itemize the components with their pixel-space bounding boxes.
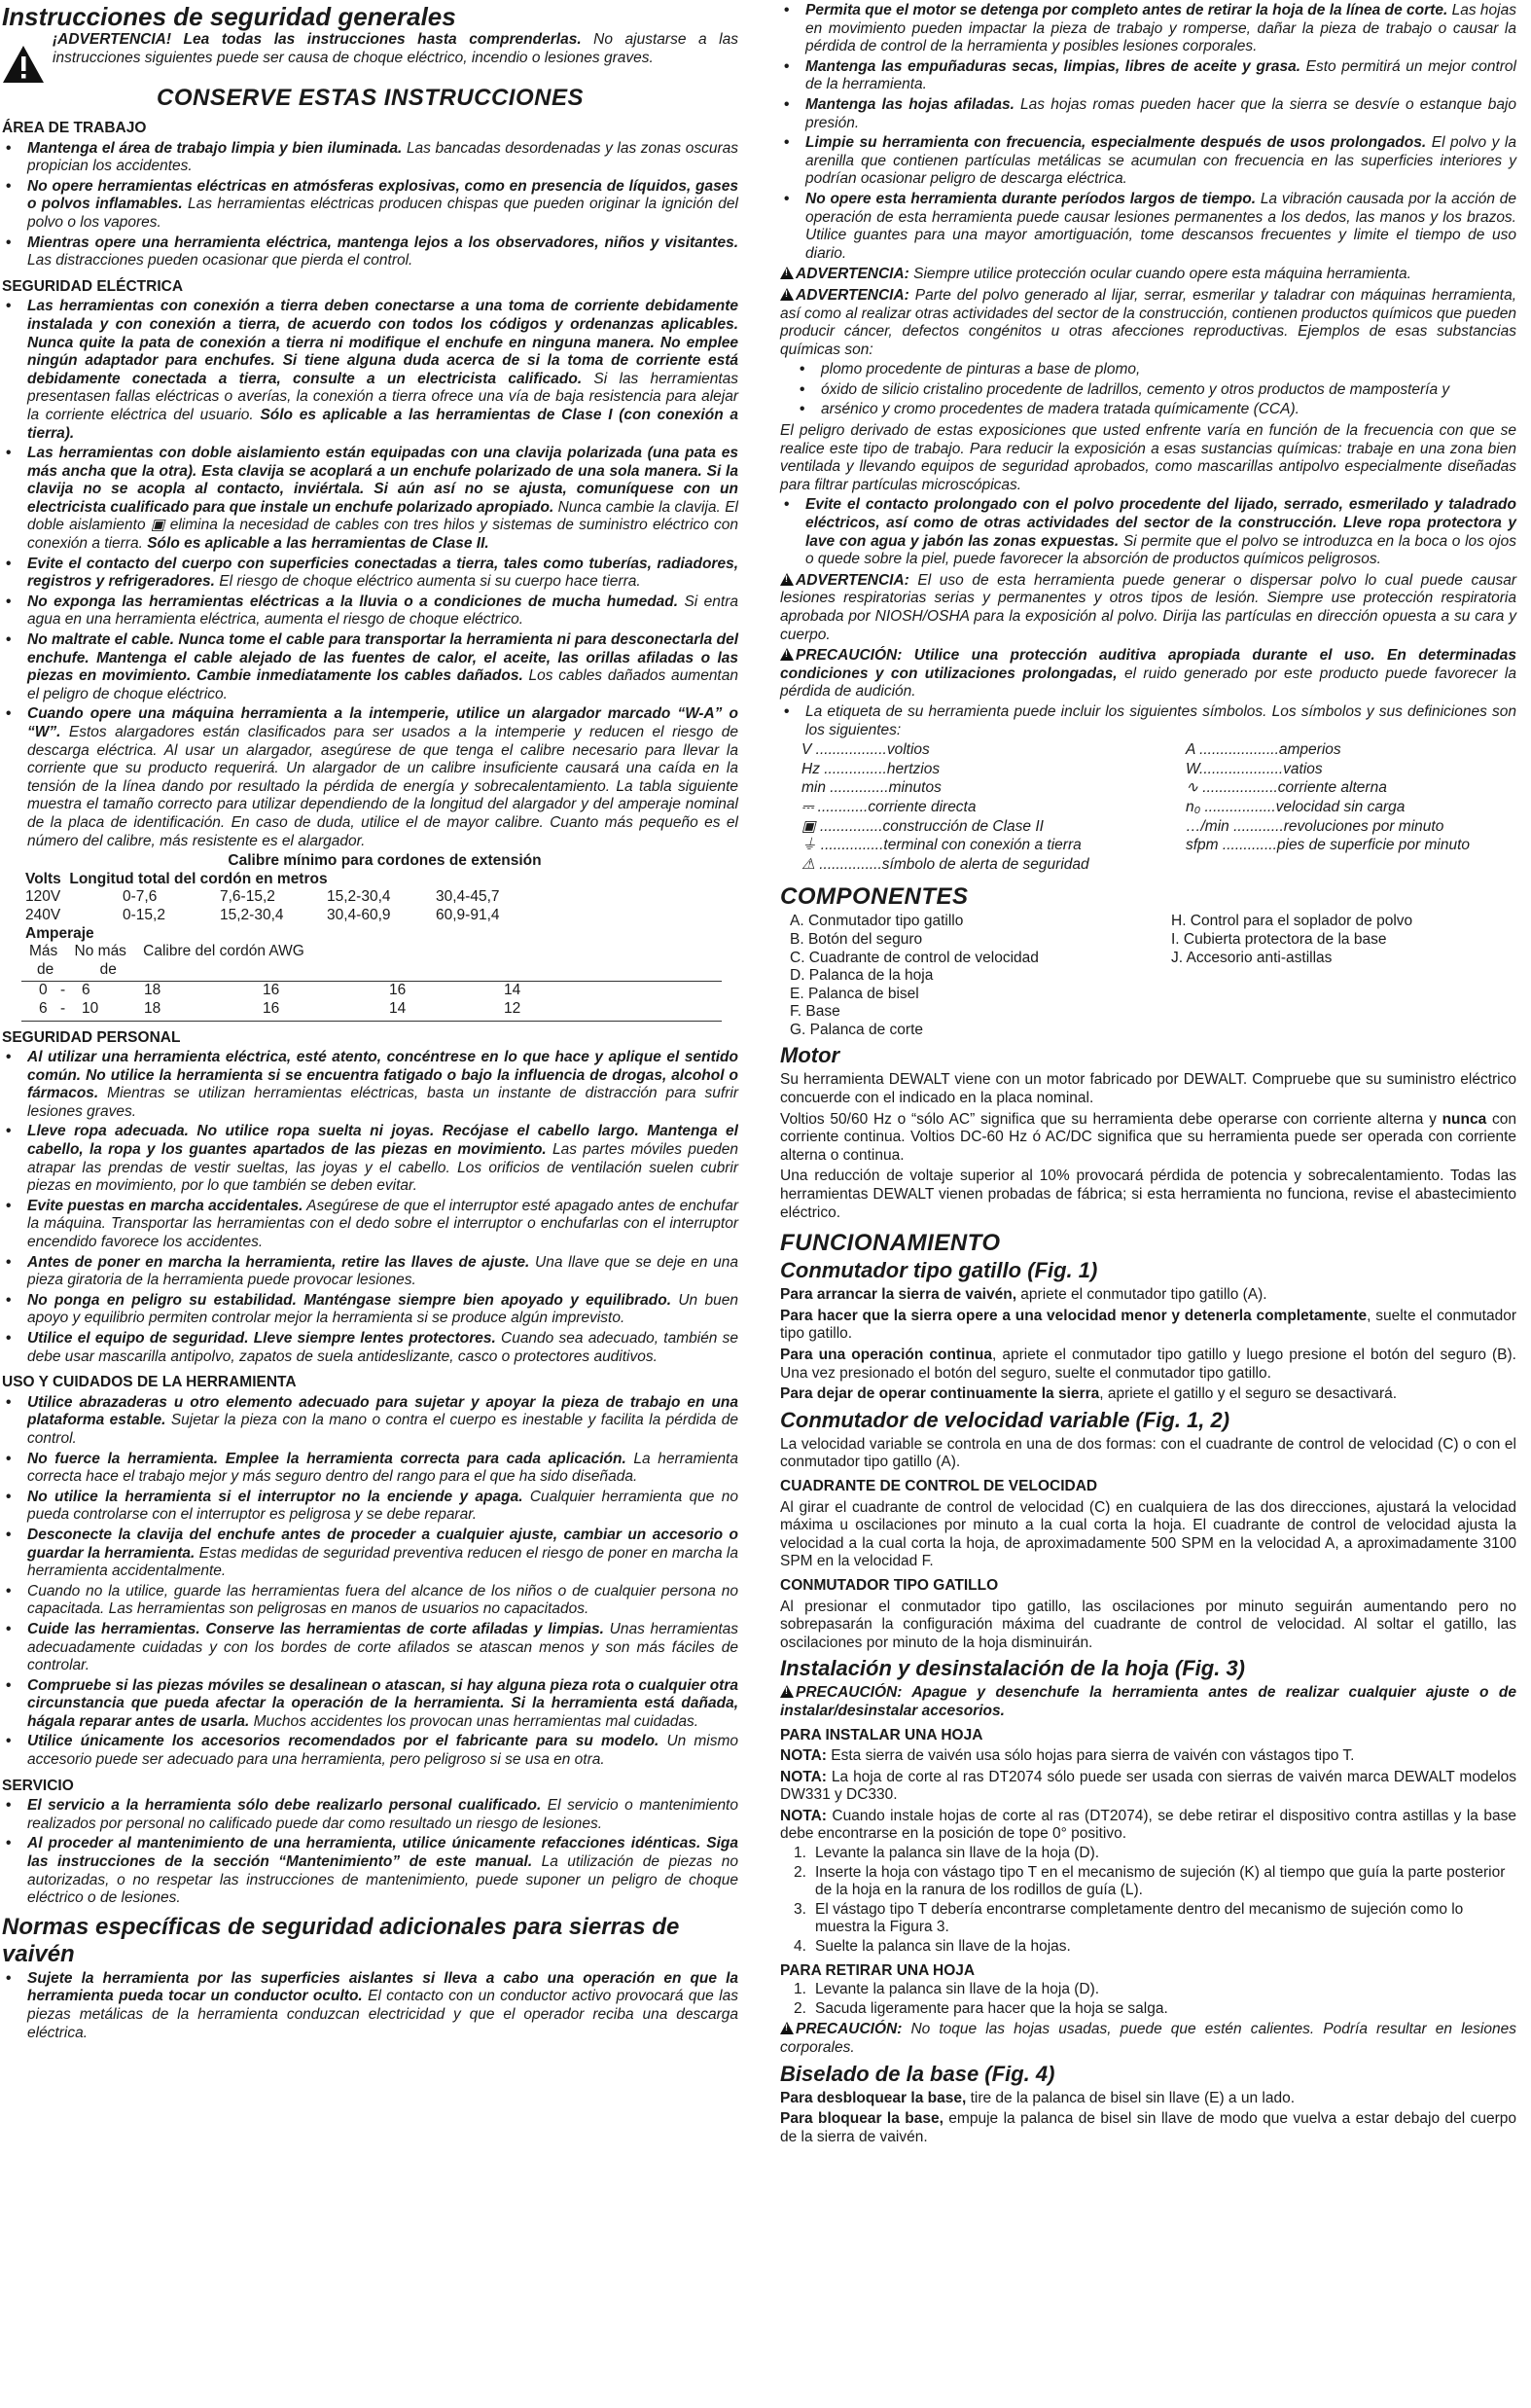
caution-hot-blade: !PRECAUCIÓN: No toque las hojas usadas, puede que estén calientes. Podría resultar en lesiones corporales.: [780, 2021, 1516, 2057]
right-column: [780, 0, 1516, 2146]
table-header: Volts Longitud total del cordón en metros: [25, 870, 328, 887]
dial-paragraph: Al girar el cuadrante de control de velocidad (C) en cualquiera de las dos direcciones, ajustará la velocidad máxima u oscilaciones por minuto a la cual corta la hoja. El cuadrante de control de velocidad ajusta la velocidad a la cual corta la hoja, de aproximadamente 500 SPM en la velocidad A, a aproximadamente 3100 SPM en la velocidad F.: [780, 1498, 1516, 1570]
list-item: • Limpie su herramienta con frecuencia, especialmente después de usos prolongados. El polvo y la arenilla que contienen partículas metálicas se acumulan con frecuencia en las superficies interiores y podrían ocasionar peligro de descarga eléctrica.: [780, 134, 1516, 189]
table-row: 240V 0-15,2 15,2-30,4 30,4-60,9 60,9-91,4: [25, 906, 500, 923]
trigger-switch-heading: CONMUTADOR TIPO GATILLO: [780, 1576, 999, 1594]
component-item: A. Conmutador tipo gatillo: [790, 913, 964, 930]
list-item: • No opere herramientas eléctricas en atmósferas explosivas, como en presencia de líquidos, gases o polvos inflamables. Las herramientas eléctricas producen chispas que pueden originar la ignición del polvo o los vapores.: [2, 178, 738, 233]
continued-rules-list: [780, 2, 1516, 263]
component-item: H. Control para el soplador de polvo: [1171, 913, 1413, 930]
symbols-grid: [780, 741, 1516, 874]
list-item: 2. Inserte la hoja con vástago tipo T en el mecanismo de sujeción (K) al tiempo que guía la parte posterior de la hoja en la ranura de los rodillos de guía (L).: [794, 1863, 1506, 1899]
specific-rules-list: [2, 1970, 738, 2042]
component-item: J. Accesorio anti-astillas: [1171, 949, 1333, 966]
list-item: • Cuando no la utilice, guarde las herramientas fuera del alcance de los niños o de cualquier persona no capacitada. Las herramientas son peligrosas en manos de usuarios no capacitados.: [2, 1583, 738, 1619]
risk-paragraph: El peligro derivado de estas exposiciones que usted enfrente varía en función de la frecuencia con que se realice este tipo de trabajo. Para reducir la exposición a esas sustancias químicas: trabaje en una zona bien ventilada y llevando equipos de seguridad aprobados, como mascarillas antipolvo especialmente diseñadas para filtrar partículas microscópicas.: [780, 422, 1516, 493]
remove-steps: [780, 1981, 1516, 2018]
alert-icon: [780, 648, 794, 661]
motor-paragraph: Una reducción de voltaje superior al 10% provocará pérdida de potencia y sobrecalentamiento. Todas las herramientas DEWALT vienen probadas de fábrica; si esta herramienta no funciona, revise el abastecimiento eléctrico.: [780, 1168, 1516, 1221]
component-item: C. Cuadrante de control de velocidad: [790, 949, 1039, 966]
symbol-def: min ..............minutos: [801, 779, 942, 797]
area-list: [2, 140, 738, 270]
volts-table: [21, 888, 504, 924]
table-row: 6 - 10 18 16 14 12: [39, 999, 521, 1017]
list-item: • Mantenga las empuñaduras secas, limpias, libres de aceite y grasa. Esto permitirá un mejor control de la herramienta.: [780, 58, 1516, 94]
caution-unplug: !PRECAUCIÓN: Apague y desenchufe la herramienta antes de realizar cualquier ajuste o de instalar/desinstalar accesorios.: [780, 1684, 1516, 1720]
dial-heading: CUADRANTE DE CONTROL DE VELOCIDAD: [780, 1477, 1098, 1494]
note: NOTA: La hoja de corte al ras DT2074 sólo puede ser usada con sierras de vaivén marca DEWALT modelos DW331 y DC330.: [780, 1768, 1516, 1804]
list-item: • Al utilizar una herramienta eléctrica, esté atento, concéntrese en lo que hace y aplique el sentido común. No utilice la herramienta si se encuentra fatigado o bajo la influencia de drogas, alcohol o fármacos. Mientras se utilizan herramientas eléctricas, basta un instante de distracción para sufrir lesiones graves.: [2, 1049, 738, 1121]
list-item: 4. Suelte la palanca sin llave de la hojas.: [794, 1938, 1071, 1956]
list-item: • Mantenga las hojas afiladas. Las hojas romas pueden hacer que la sierra se desvíe o estanque bajo presión.: [780, 96, 1516, 132]
symbol-def: A ...................amperios: [1186, 741, 1341, 759]
note: NOTA: Esta sierra de vaivén usa sólo hojas para sierra de vaivén con vástagos tipo T.: [780, 1747, 1355, 1765]
list-item: • Las herramientas con doble aislamiento están equipadas con una clavija polarizada (una pata es más ancha que la otra). Esta clavija se acoplará a un enchufe polarizado de una sola manera. Si la clavija no se acopla al contacto, inviértala. Si aún así no se ajusta, comuníquese con un electricista cualificado para que instale un enchufe polarizado apropiado. Nunca cambie la clavija. El doble aislamiento ▣ elimina la necesidad de cables con tres hilos y sistemas de suministro eléctrico con conexión a tierra. Sólo es aplicable a las herramientas de Clase II.: [2, 445, 738, 554]
blade-install-heading: Instalación y desinstalación de la hoja (Fig. 3): [780, 1656, 1246, 1681]
bevel-heading: Biselado de la base (Fig. 4): [780, 2061, 1055, 2086]
alert-icon: [780, 2022, 794, 2034]
conserve-heading: CONSERVE ESTAS INSTRUCCIONES: [157, 85, 584, 111]
bevel-paragraph: Para desbloquear la base, tire de la palanca de bisel sin llave (E) a un lado.: [780, 2089, 1296, 2106]
symbol-def: V .................voltios: [801, 741, 930, 759]
list-item: 3. El vástago tipo T debería encontrarse completamente dentro del mecanismo de sujeción como lo muestra la Figura 3.: [794, 1900, 1464, 1936]
caution-hearing: !PRECAUCIÓN: Utilice una protección auditiva apropiada durante el uso. En determinadas condiciones y con utilizaciones prolongadas, el ruido generado por este producto puede favorecer la pérdida de audición.: [780, 647, 1516, 701]
warning-respiratory: !ADVERTENCIA: El uso de esta herramienta puede generar o dispersar polvo lo cual puede causar lesiones respiratorias serias y permanentes y otros tipos de lesión. Siempre use protección respiratoria aprobada por NIOSH/OSHA para la exposición al polvo. Dirija las partículas en dirección opuesta a su cara y cuerpo.: [780, 572, 1516, 644]
component-item: F. Base: [790, 1003, 840, 1021]
list-item: • No maltrate el cable. Nunca tome el cable para transportar la herramienta ni para desconectarla del enchufe. Mantenga el cable alejado de las fuentes de calor, el aceite, las orillas afiladas o las piezas en movimiento. Cambie inmediatamente los cables dañados. Los cables dañados aumentan el peligro de choque eléctrico.: [2, 631, 738, 703]
amperage-label: Amperaje: [25, 924, 94, 942]
warning-eye: !ADVERTENCIA: Siempre utilice protección ocular cuando opere esta máquina herramienta.: [780, 266, 1516, 284]
components-heading: COMPONENTES: [780, 883, 969, 911]
list-item: • El servicio a la herramienta sólo debe realizarlo personal cualificado. El servicio o mantenimiento realizados por personal no calificado puede dar como resultado un riesgo de lesiones.: [2, 1797, 738, 1833]
tool-care-list: [2, 1394, 738, 1770]
page-title: Instrucciones de seguridad generales: [2, 2, 456, 31]
trigger-paragraph: Para dejar de operar continuamente la sierra, apriete el gatillo y el seguro se desactivará.: [780, 1385, 1398, 1403]
service-heading: SERVICIO: [2, 1777, 74, 1794]
list-item: • Antes de poner en marcha la herramienta, retire las llaves de ajuste. Una llave que se deje en una pieza giratoria de la herramienta puede provocar lesiones.: [2, 1254, 738, 1290]
alert-icon: [780, 1685, 794, 1698]
list-item: • Al proceder al mantenimiento de una herramienta, utilice únicamente refacciones idénticas. Siga las instrucciones de la sección “Mantenimiento” de este manual. La utilización de piezas no autorizadas, o no respetar las instrucciones de mantenimiento, puede suponer un peligro de choque eléctrico o de lesiones.: [2, 1835, 738, 1907]
bevel-paragraph: Para bloquear la base, empuje la palanca de bisel sin llave de modo que vuelva a estar debajo del cuerpo de la sierra de vaivén.: [780, 2110, 1516, 2145]
note: NOTA: Cuando instale hojas de corte al ras (DT2074), se debe retirar el dispositivo contra astillas y la base debe encontrarse en la posición de tope 0° positivo.: [780, 1807, 1516, 1843]
general-warning: [2, 31, 738, 84]
trigger-heading: Conmutador tipo gatillo (Fig. 1): [780, 1258, 1098, 1283]
list-item: • Lleve ropa adecuada. No utilice ropa suelta ni joyas. Recójase el cabello largo. Mantenga el cabello, la ropa y los guantes apartados de las piezas en movimiento. Las partes móviles pueden atrapar las prendas de vestir sueltas, las joyas y el cabello. Los orificios de ventilación suelen cubrir piezas en movimiento, por lo que también se deben evitar.: [2, 1123, 738, 1195]
electric-heading: SEGURIDAD ELÉCTRICA: [2, 277, 184, 295]
list-item: • Permita que el motor se detenga por completo antes de retirar la hoja de la línea de corte. Las hojas en movimiento pueden impactar la pieza de trabajo y romperse, dañar la pieza de trabajo o causar la pérdida de control de la herramienta y posibles lesiones corporales.: [780, 2, 1516, 56]
alert-icon: [780, 288, 794, 301]
component-item: D. Palanca de la hoja: [790, 967, 934, 985]
list-item: • No fuerce la herramienta. Emplee la herramienta correcta para cada aplicación. La herramienta correcta hace el trabajo mejor y más seguro dentro del rango para el que ha sido diseñada.: [2, 1451, 738, 1487]
list-item: • Desconecte la clavija del enchufe antes de proceder a cualquier ajuste, cambiar un accesorio o guardar la herramienta. Estas medidas de seguridad preventiva reducen el riesgo de poner en marcha la herramienta accidentalmente.: [2, 1527, 738, 1581]
list-item: • Cuide las herramientas. Conserve las herramientas de corte afiladas y limpias. Unas herramientas adecuadamente cuidadas y con los bordes de corte afilados se atascan menos y son más fáciles de controlar.: [2, 1621, 738, 1675]
symbol-def: sfpm .............pies de superficie por minuto: [1186, 837, 1471, 854]
list-item: • Compruebe si las piezas móviles se desalinean o atascan, si hay alguna pieza rota o cualquier otra circunstancia que pueda afectar la operación de la herramienta. Si la herramienta está dañada, hágala reparar antes de usarla. Muchos accidentes los provocan unas herramientas mal cuidadas.: [2, 1677, 738, 1732]
table-title: Calibre mínimo para cordones de extensión: [228, 852, 542, 870]
variable-speed-heading: Conmutador de velocidad variable (Fig. 1, 2): [780, 1407, 1230, 1432]
list-item: • Cuando opere una máquina herramienta a la intemperie, utilice un alargador marcado “W-A” o “W”. Estos alargadores están clasificados para ser usados a la intemperie y reducen el riesgo de descarga eléctrica. Al usar un alargador, asegúrese de que tenga el calibre necesario para llevar la corriente que su producto requerirá. Un alargador de un calibre insuficiente causará una caída en la tensión de la línea dando por resultado la pérdida de energía y sobrecalentamiento. La tabla siguiente muestra el tamaño correcto para utilizar dependiendo de la longitud del alargador y del amperaje nominal de la placa de identificación. En caso de duda, utilice el de mayor calibre. Cuanto más pequeño es el número del calibre, más resistente es el alargador.: [2, 705, 738, 850]
symbol-def: W....................vatios: [1186, 760, 1323, 777]
list-item: • No opere esta herramienta durante períodos largos de tiempo. La vibración causada por la acción de operación de esta herramienta puede causar lesiones permanentes a los dedos, las manos y los brazos. Utilice guantes para una mayor amortiguación, tome descansos frecuentes y limite el tiempo de uso diario.: [780, 191, 1516, 263]
symbol-def: …/min ............revoluciones por minuto: [1186, 817, 1444, 835]
warning-dust: !ADVERTENCIA: Parte del polvo generado al lijar, serrar, esmerilar y taladrar con máquinas herramienta, así como al realizar otras actividades del sector de la construcción, contienen productos químicos que pueden producir cáncer, defectos congénitos u otras afecciones reproductivas. Ejemplos de esas substancias químicas son:: [780, 287, 1516, 359]
list-item: • Mantenga el área de trabajo limpia y bien iluminada. Las bancadas desordenadas y las zonas oscuras propician los accidentes.: [2, 140, 738, 176]
area-heading: ÁREA DE TRABAJO: [2, 120, 147, 136]
symbol-def: ▣ ...............construcción de Clase II: [801, 817, 1044, 835]
trigger-paragraph: Para arrancar la sierra de vaivén, apriete el conmutador tipo gatillo (A).: [780, 1286, 1267, 1304]
motor-heading: Motor: [780, 1043, 840, 1068]
list-item: • Evite puestas en marcha accidentales. Asegúrese de que el interruptor esté apagado antes de enchufar la máquina. Transportar las herramientas con el dedo sobre el interruptor o enchufarlas con el interruptor encendido favorece los accidentes.: [2, 1198, 738, 1252]
list-item: • Utilice el equipo de seguridad. Lleve siempre lentes protectores. Cuando sea adecuado, también se debe usar mascarilla antipolvo, zapatos de suela antideslizante, casco o protectores auditivos.: [2, 1330, 738, 1366]
list-item: • Mientras opere una herramienta eléctrica, mantenga lejos a los observadores, niños y visitantes. Las distracciones pueden ocasionar que pierda el control.: [2, 234, 738, 270]
avoid-list: [780, 496, 1516, 568]
symbols-intro-list: [780, 703, 1516, 739]
personal-list: [2, 1049, 738, 1366]
symbol-def: ∿ ..................corriente alterna: [1186, 779, 1387, 797]
motor-paragraph: Voltios 50/60 Hz o “sólo AC” significa que su herramienta debe operarse con corriente alterna y nunca con corriente continua. Voltios DC-60 Hz ó AC/DC significa que su herramienta puede ser operada con corriente alterna o continua.: [780, 1110, 1516, 1164]
symbol-def: [1186, 856, 1531, 875]
electric-list: [2, 298, 738, 850]
warning-lead: ¡ADVERTENCIA! Lea todas las instrucciones hasta comprenderlas.: [53, 31, 582, 48]
list-item: • plomo procedente de pinturas a base de plomo,: [796, 361, 1516, 379]
list-item: • Utilice abrazaderas u otro elemento adecuado para sujetar y apoyar la pieza de trabajo en una plataforma estable. Sujetar la pieza con la mano o contra el cuerpo es inestable y facilita la pérdida de control.: [2, 1394, 738, 1449]
extension-cord-table: [2, 852, 738, 1021]
list-item: • No exponga las herramientas eléctricas a la lluvia o a condiciones de mucha humedad. Si entra agua en una herramienta eléctrica, aumenta el riesgo de choque eléctrico.: [2, 593, 738, 629]
personal-heading: SEGURIDAD PERSONAL: [2, 1028, 181, 1046]
motor-paragraph: Su herramienta DEWALT viene con un motor fabricado por DEWALT. Compruebe que su suministro eléctrico concuerde con el indicado en la placa nominal.: [780, 1071, 1516, 1107]
component-item: I. Cubierta protectora de la base: [1171, 930, 1387, 948]
amperage-header: Más No más Calibre del cordón AWG: [29, 943, 304, 960]
list-item: • No utilice la herramienta si el interruptor no la enciende y apaga. Cualquier herramienta que no pueda controlarse con el interruptor es peligrosa y se debe reparar.: [2, 1489, 738, 1525]
operation-heading: FUNCIONAMIENTO: [780, 1230, 1001, 1257]
install-blade-heading: PARA INSTALAR UNA HOJA: [780, 1726, 983, 1743]
list-item: • óxido de silicio cristalino procedente de ladrillos, cemento y otros productos de mampostería y: [796, 381, 1516, 400]
list-item: • Evite el contacto prolongado con el polvo procedente del lijado, serrado, esmerilado y taladrado eléctricos, así como de otras actividades del sector de la construcción. Lleve ropa protectora y lave con agua y jabón las zonas expuestas. Si permite que el polvo se introduzca en la boca o los ojos o quede sobre la piel, puede favorecer la absorción de productos químicos peligrosos.: [780, 496, 1516, 568]
amperage-table: [35, 982, 524, 1018]
list-item: • Utilice únicamente los accesorios recomendados por el fabricante para su modelo. Un mismo accesorio puede ser adecuado para una herramienta, pero peligroso si se usa en otra.: [2, 1733, 738, 1769]
component-item: B. Botón del seguro: [790, 930, 923, 948]
component-item: E. Palanca de bisel: [790, 985, 919, 1002]
warning-triangle-icon: [2, 45, 45, 84]
symbol-def: ⚠ ...............símbolo de alerta de seguridad: [801, 855, 1089, 873]
table-divider: [21, 1021, 722, 1022]
remove-blade-heading: PARA RETIRAR UNA HOJA: [780, 1961, 976, 1979]
component-item: G. Palanca de corte: [790, 1021, 923, 1038]
symbol-def: ⏚ ...............terminal con conexión a tierra: [801, 837, 1082, 854]
trigger-switch-paragraph: Al presionar el conmutador tipo gatillo, las oscilaciones por minuto seguirán aumentando pero no sobrepasarán la configuración máxima del cuadrante de control de velocidad. Al soltar el gatillo, las oscilaciones por minuto de la hoja disminuirán.: [780, 1598, 1516, 1651]
trigger-paragraph: Para una operación continua, apriete el conmutador tipo gatillo y luego presione el botón del seguro (B). Una vez presionado el botón del seguro, suelte el conmutador tipo gatillo.: [780, 1347, 1516, 1382]
list-item: 2. Sacuda ligeramente para hacer que la hoja se salga.: [794, 1999, 1168, 2017]
list-item: 1. Levante la palanca sin llave de la hoja (D).: [794, 1981, 1100, 1998]
left-column: [2, 0, 738, 2042]
symbol-def: ⎓ ............corriente directa: [801, 798, 977, 815]
table-row: 120V 0-7,6 7,6-15,2 15,2-30,4 30,4-45,7: [25, 888, 500, 906]
list-item: • Sujete la herramienta por las superficies aislantes si lleva a cabo una operación en que la herramienta pueda tocar un conductor oculto. El contacto con un conductor activo provocará que las piezas metálicas de la herramienta conduzcan electricidad y que el operador reciba una descarga eléctrica.: [2, 1970, 738, 2042]
install-steps: [780, 1845, 1516, 1957]
list-item: • La etiqueta de su herramienta puede incluir los siguientes símbolos. Los símbolos y sus definiciones son los siguientes:: [780, 703, 1516, 739]
variable-speed-paragraph: La velocidad variable se controla en una de dos formas: con el cuadrante de control de velocidad (C) o con el conmutador tipo gatillo (A).: [780, 1435, 1516, 1471]
alert-icon: [780, 573, 794, 586]
symbol-def: n₀ .................velocidad sin carga: [1186, 798, 1406, 815]
chemicals-list: [780, 361, 1516, 419]
list-item: • Las herramientas con conexión a tierra deben conectarse a una toma de corriente debidamente instalada y con conexión a tierra, de acuerdo con todos los códigos y ordenanzas aplicables. Nunca quite la pata de conexión a tierra ni modifique el enchufe en ninguna manera. No emplee ningún adaptador para enchufes. Si tiene alguna duda acerca de si la toma de corriente está debidamente conectada a tierra, consulte a un electricista calificado. Si las herramientas presentasen fallas eléctricas o averías, la conexión a tierra ofrece una vía de baja resistencia para alejar la corriente eléctrica del usuario. Sólo es aplicable a las herramientas de Clase I (con conexión a tierra).: [2, 298, 738, 443]
components-list: [780, 913, 1516, 1039]
list-item: 1. Levante la palanca sin llave de la hoja (D).: [794, 1845, 1100, 1862]
tool-care-heading: USO Y CUIDADOS DE LA HERRAMIENTA: [2, 1374, 297, 1391]
list-item: • Evite el contacto del cuerpo con superficies conectadas a tierra, tales como tuberías, radiadores, registros y refrigeradores. El riesgo de choque eléctrico aumenta si su cuerpo hace tierra.: [2, 556, 738, 592]
list-item: • No ponga en peligro su estabilidad. Manténgase siempre bien apoyado y equilibrado. Un buen apoyo y equilibrio permiten controlar mejor la herramienta si se produce algún imprevisto.: [2, 1292, 738, 1328]
alert-icon: [780, 267, 794, 279]
amperage-header-2: de de: [37, 960, 117, 978]
service-list: [2, 1797, 738, 1908]
warning-text: No ajustarse a las instrucciones siguientes puede ser causa de choque eléctrico, incendio o lesiones graves.: [53, 31, 738, 66]
specific-rules-heading: Normas específicas de seguridad adicionales para sierras de vaivén: [2, 1913, 680, 1967]
table-row: 0 - 6 18 16 16 14: [39, 982, 521, 999]
list-item: • arsénico y cromo procedentes de madera tratada químicamente (CCA).: [796, 401, 1516, 419]
symbol-def: Hz ...............hertzios: [801, 760, 941, 777]
trigger-paragraph: Para hacer que la sierra opere a una velocidad menor y detenerla completamente, suelte el conmutador tipo gatillo.: [780, 1307, 1516, 1343]
